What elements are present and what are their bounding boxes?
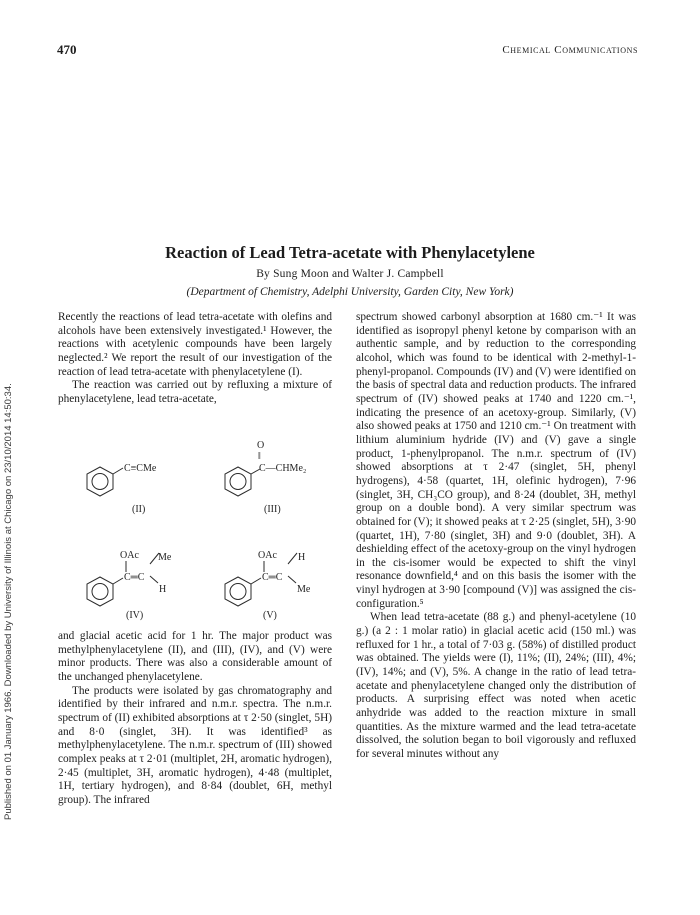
structure-ii-group: C≡CMe	[124, 463, 157, 474]
structure-iii-oxygen: O	[257, 440, 265, 451]
bond-line	[150, 576, 158, 583]
benzene-ring-icon	[87, 467, 113, 496]
left-column-bottom	[58, 630, 332, 808]
structure-v-c-c: C═C	[262, 572, 283, 583]
structure-ii-label: (II)	[132, 504, 146, 515]
paragraph: When lead tetra-acetate (88 g.) and phenyl-acetylene (10 g.) (a 2 : 1 molar ratio) in glacial acetic acid (150 ml.) was refluxed for 1 hr., a total of 7·03 g. (58%) of distilled product was obtained. The yields were (I), 11%; (II), 24%; (III), 4%; (IV), 14%; and (V), 5%. A change in the ratio of lead tetra-acetate and phenylacetylene changed only the distribution of products. A surprising effect was noted when acetic anhydride was added to the reaction mixture in small quantities. As the mixture warmed and the lead tetra-acetate dissolved, the solution began to boil vigorously and refluxed for several minutes without any	[356, 611, 636, 760]
structure-iv-label: (IV)	[126, 610, 144, 621]
structure-iii-group: C—CHMe₂	[259, 463, 307, 474]
left-column-top	[58, 311, 332, 407]
bond-line	[251, 578, 261, 584]
benzene-ring-icon	[225, 577, 251, 606]
structure-iv-me: Me	[158, 552, 172, 563]
structures-svg	[58, 420, 348, 625]
structure-iv-c-c: C═C	[124, 572, 145, 583]
structure-iii-double-bond: ‖	[258, 451, 261, 462]
article-authors: By Sung Moon and Walter J. Campbell	[256, 268, 444, 280]
paragraph: spectrum showed carbonyl absorption at 1680 cm.⁻¹ It was identified as isopropyl phenyl ketone by comparison with an authentic sample, and by reduction to the corresponding alcohol, which was found to be identical with 2-methyl-1-phenyl-propanol. Compounds (IV) and (V) were identified on the basis of spectral data and reduction products. The infrared spectrum of (IV) showed peaks at 1740 and 1220 cm.⁻¹, indicating the presence of an acetoxy-group. Similarly, (V) also showed peaks at 1750 and 1210 cm.⁻¹ On treatment with lithium aluminium hydride (IV) and (V) gave a single product, 1-phenylpropanol. The n.m.r. spectrum of (IV) showed absorptions at τ 2·47 (singlet, 5H, phenyl hydrogens), 4·58 (quartet, 1H, olefinic hydrogen), 7·96 (singlet, 3H, CH₃CO group), and 8·24 (doublet, 3H, methyl group on a double bond). A very similar spectrum was obtained for (V); it showed peaks at τ 2·25 (singlet, 5H), 3·90 (quartet, 1H), 7·80 (singlet, 3H) and 9·0 (doublet, 3H). A deshielding effect of the acetoxy-group on the vinyl hydrogen in the cis-isomer would be expected to shift the vinyl resonance downfield,⁴ and on this basis the isomer with the vinyl hydrogen at 3·90 [compound (V)] was assigned the cis-configuration.⁵	[356, 311, 636, 610]
page-number: 470	[57, 42, 77, 57]
paragraph: Recently the reactions of lead tetra-acetate with olefins and alcohols have been extensively investigated.¹ However, the reactions with acetylenic compounds have been largely neglected.² We report the result of our investigation of the reaction of lead tetra-acetate with phenylacetylene (I).	[58, 311, 332, 378]
side-note-text: Published on 01 January 1966. Downloaded by University of Illinois at Chicago on 23/10/2014 14:50:34.	[3, 383, 14, 820]
structure-v-oac: OAc	[258, 550, 277, 561]
structure-iv-h: H	[159, 584, 167, 595]
paragraph: The products were isolated by gas chromatography and identified by their infrared and n.m.r. spectra. The n.m.r. spectrum of (II) exhibited absorptions at τ 2·50 (singlet, 5H) and 8·0 (singlet, 3H). It was identified³ as methylphenylacetylene. The n.m.r. spectrum of (III) showed complex peaks at τ 2·01 (multiplet, 2H, aromatic hydrogen), 2·45 (multiplet, 3H, aromatic hydrogen), 4·48 (multiplet, 1H, tertiary hydrogen), and 8·84 (doublet, 6H, methyl group). The infrared	[58, 684, 332, 806]
structure-iv-oac: OAc	[120, 550, 139, 561]
article-affiliation: (Department of Chemistry, Adelphi University, Garden City, New York)	[186, 286, 514, 298]
bond-line	[288, 553, 297, 564]
bond-line	[113, 578, 123, 584]
benzene-ring-icon	[225, 467, 251, 496]
benzene-ring-icon	[87, 577, 113, 606]
bond-line	[113, 468, 123, 474]
side-note	[3, 120, 19, 820]
paragraph: and glacial acetic acid for 1 hr. The major product was methylphenylacetylene (II), and (III), (IV), and (V) were minor products. There was also a considerable amount of the unchanged phenylacetylene.	[58, 630, 332, 683]
article-title: Reaction of Lead Tetra-acetate with Phenylacetylene	[165, 243, 535, 262]
running-head: Chemical Communications	[502, 44, 638, 56]
paragraph: The reaction was carried out by refluxing a mixture of phenylacetylene, lead tetra-acetate,	[58, 379, 332, 405]
structure-v-label: (V)	[263, 610, 277, 621]
chemical-structures	[58, 420, 348, 625]
structure-iii-label: (III)	[264, 504, 281, 515]
structure-v-me: Me	[297, 584, 311, 595]
right-column	[356, 311, 636, 762]
structure-v-h: H	[298, 552, 306, 563]
bond-line	[288, 576, 296, 583]
